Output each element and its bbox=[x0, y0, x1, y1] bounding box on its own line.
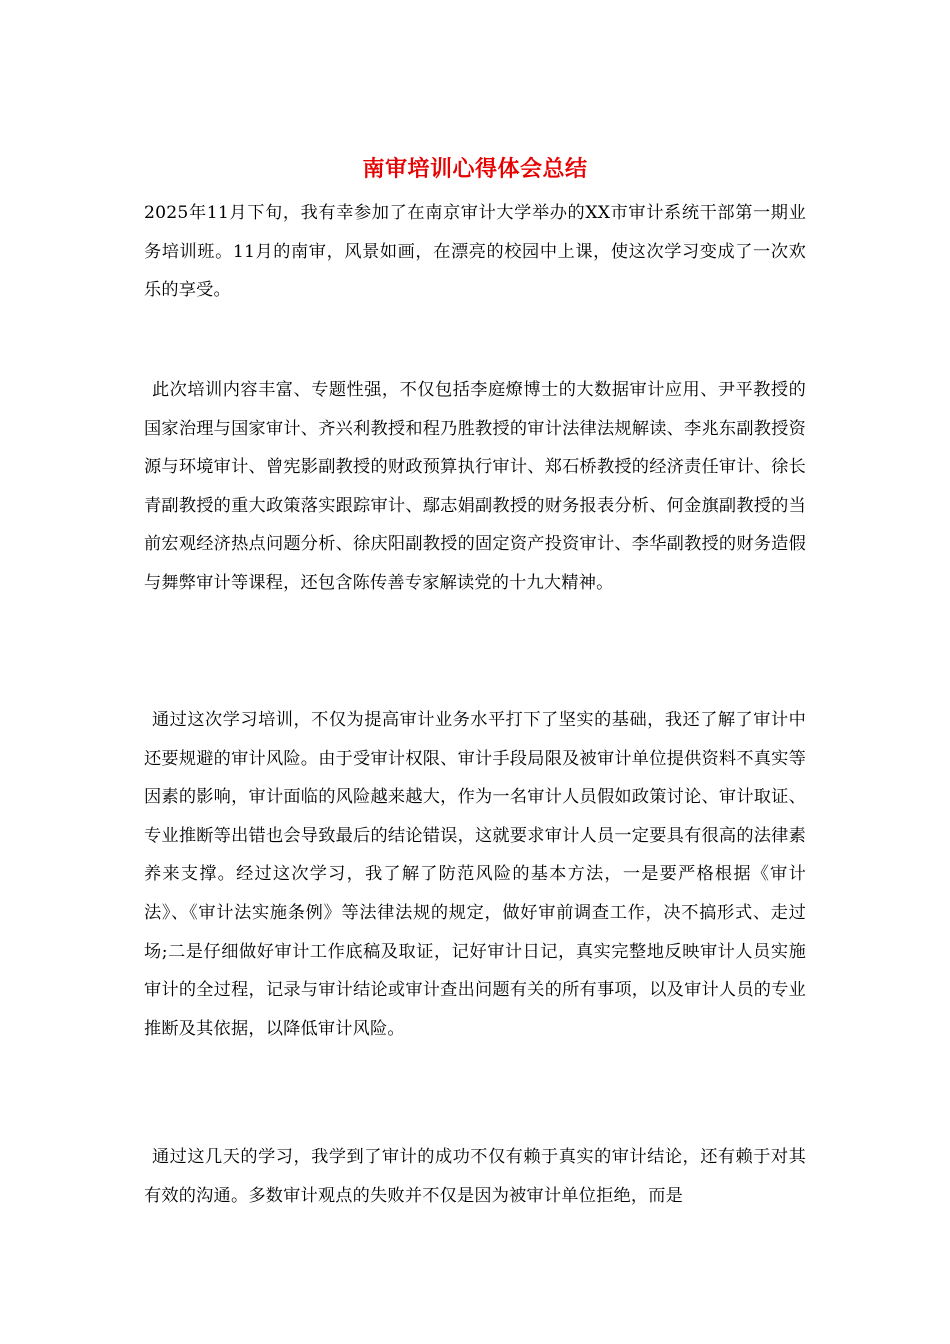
paragraph-audit-risk: 通过这次学习培训，不仅为提高审计业务水平打下了坚实的基础，我还了解了审计中还要规避的审计风险。由于受审计权限、审计手段局限及被审计单位提供资料不真实等因素的影响，审计面临的风险越来越大，作为一名审计人员假如政策讨论、审计取证、专业推断等出错也会导致最后的结论错误，这就要求审计人员一定要具有很高的法律素养来支撑。经过这次学习，我了解了防范风险的基本方法，一是要严格根据《审计法》、《审计法实施条例》等法律法规的规定，做好审前调查工作，决不搞形式、走过场;二是仔细做好审计工作底稿及取证，记好审计日记，真实完整地反映审计人员实施审计的全过程，记录与审计结论或审计查出问题有关的所有事项，以及审计人员的专业推断及其依据，以降低审计风险。 bbox=[144, 710, 806, 1039]
document-title: 南审培训心得体会总结 bbox=[362, 156, 588, 182]
paragraph-course-content: 此次培训内容丰富、专题性强，不仅包括李庭燎博士的大数据审计应用、尹平教授的国家治理与国家审计、齐兴利教授和程乃胜教授的审计法律法规解读、李兆东副教授资源与环境审计、曾宪影副教授的财政预算执行审计、郑石桥教授的经济责任审计、徐长青副教授的重大政策落实跟踪审计、鄢志娟副教授的财务报表分析、何金旗副教授的当前宏观经济热点问题分析、徐庆阳副教授的固定资产投资审计、李华副教授的财务造假与舞弊审计等课程，还包含陈传善专家解读党的十九大精神。 bbox=[144, 380, 806, 593]
paragraph-intro: 2025年11月下旬，我有幸参加了在南京审计大学举办的XX市审计系统干部第一期业务培训班。11月的南审，风景如画，在漂亮的校园中上课，使这次学习变成了一次欢乐的享受。 bbox=[144, 203, 806, 301]
paragraph-communication: 通过这几天的学习，我学到了审计的成功不仅有赖于真实的审计结论，还有赖于对其有效的沟通。多数审计观点的失败并不仅是因为被审计单位拒绝，而是 bbox=[144, 1147, 806, 1206]
